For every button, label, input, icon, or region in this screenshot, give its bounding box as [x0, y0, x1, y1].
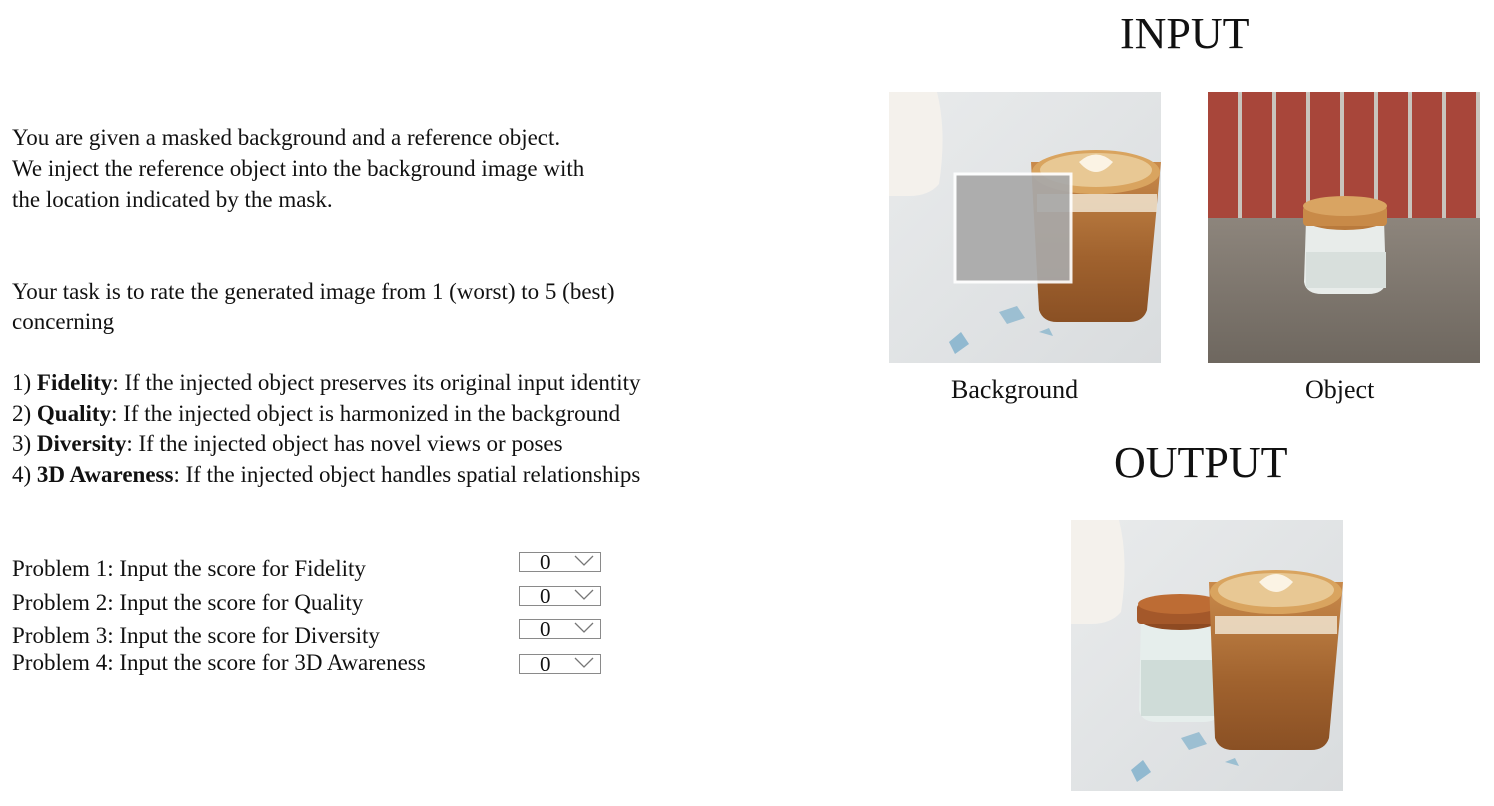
output-image: [1071, 520, 1343, 791]
input-heading: INPUT: [1120, 9, 1250, 58]
selected-score: 0: [540, 550, 551, 574]
3d-awareness-score-select[interactable]: [519, 654, 601, 674]
chevron-down-icon: [574, 657, 594, 669]
problem-label: Problem 2: Input the score for Quality: [12, 590, 364, 615]
task-line: Your task is to rate the generated image from 1 (worst) to 5 (best): [12, 279, 615, 304]
criterion-diversity: 3) Diversity: If the injected object has novel views or poses: [12, 431, 563, 456]
object-image: [1208, 92, 1480, 363]
output-heading: OUTPUT: [1114, 438, 1288, 487]
criterion-term: Fidelity: [36, 370, 113, 395]
criterion-3d-awareness: 4) 3D Awareness: If the injected object handles spatial relationships: [12, 461, 641, 487]
task-line: concerning: [12, 309, 115, 334]
fidelity-score-select[interactable]: [519, 552, 601, 572]
problem-row-diversity: [12, 617, 612, 649]
criteria-list: [12, 368, 641, 490]
problem-label: Problem 1: Input the score for Fidelity: [12, 556, 366, 581]
background-caption: Background: [951, 375, 1079, 404]
quality-score-select[interactable]: [519, 586, 601, 606]
chevron-down-icon: [574, 589, 594, 601]
intro-text: [12, 122, 584, 215]
chevron-down-icon: [574, 622, 594, 634]
problem-label: Problem 3: Input the score for Diversity: [12, 623, 380, 648]
criterion-term: Quality: [36, 400, 112, 426]
object-caption: Object: [1305, 375, 1375, 404]
problem-row-3d-awareness: [12, 650, 612, 682]
intro-line: the location indicated by the mask.: [12, 187, 333, 212]
criterion-term: Diversity: [36, 431, 127, 456]
intro-line: We inject the reference object into the background image with: [12, 156, 585, 181]
problem-label: Problem 4: Input the score for 3D Awareness: [12, 650, 426, 675]
intro-line: You are given a masked background and a reference object.: [12, 125, 561, 150]
problem-row-fidelity: [12, 550, 612, 582]
score-form: [12, 550, 612, 678]
selected-score: 0: [540, 652, 551, 676]
problem-row-quality: [12, 584, 612, 616]
selected-score: 0: [540, 617, 551, 641]
selected-score: 0: [540, 584, 551, 608]
background-image: [889, 92, 1161, 363]
task-text: [12, 277, 615, 337]
criterion-quality: 2) Quality: If the injected object is harmonized in the background: [12, 400, 621, 426]
criterion-fidelity: 1) Fidelity: If the injected object preserves its original input identity: [12, 370, 641, 395]
chevron-down-icon: [574, 555, 594, 567]
criterion-term: 3D Awareness: [36, 461, 174, 487]
diversity-score-select[interactable]: [519, 619, 601, 639]
